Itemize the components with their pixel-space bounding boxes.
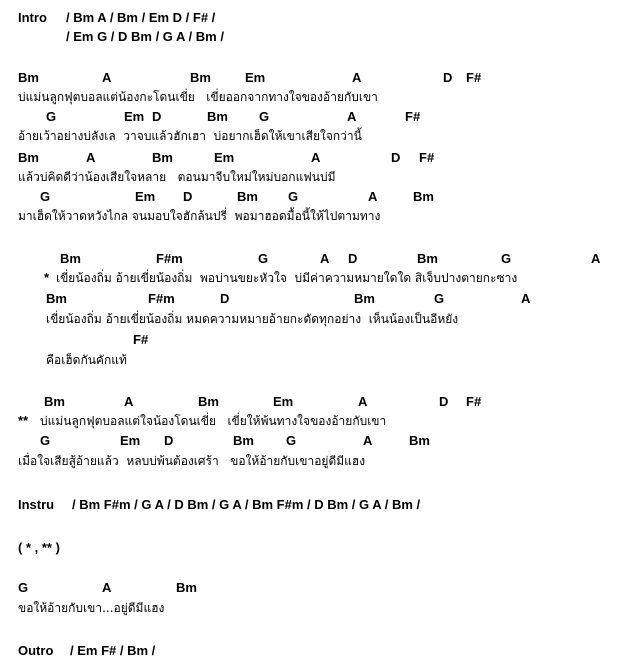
- chord: F#: [466, 70, 482, 85]
- chord: Bm: [354, 291, 375, 306]
- chord: A: [363, 433, 373, 448]
- instru-line: [0, 497, 620, 515]
- lyric: เมื่อใจเสียสู้อ้ายแล้ว หลบบ่พ้นต้องเศร้า ขอให้อ้ายกับเขาอยู่ดีมีแฮง: [18, 454, 366, 468]
- verse2-chord-line-2: [0, 433, 620, 451]
- chord: D: [348, 251, 358, 266]
- chord: G: [46, 109, 57, 124]
- intro-progression-2: / Em G / D Bm / G A / Bm /: [66, 29, 224, 44]
- chord: A: [86, 150, 96, 165]
- chord: Em: [135, 189, 156, 204]
- verse1-chord-line-3: [0, 150, 620, 168]
- lyric: มาเฮ็ดให้วาดหวังไกล จนมอบใจฮักล้นปรี่ พอมาฮอดมื้อนี้ให้ไปตามทาง: [18, 209, 381, 223]
- chord: A: [591, 251, 601, 266]
- intro-label: Intro: [18, 10, 47, 25]
- verse1-lyric-line-3: [0, 169, 620, 187]
- chord: Em: [124, 109, 145, 124]
- lyric: คือเฮ็ดกันคักแท้: [46, 353, 127, 367]
- lyric: แล้วบ่คิดดีว่าน้องเสียใจหลาย ตอนมาจีบใหม่ใหม่บอกแฟนบ่มี: [18, 170, 336, 184]
- chorus-marker: *: [44, 270, 50, 285]
- chord: A: [521, 291, 531, 306]
- lyric: บ่แม่นลูกฟุตบอลแต่ใจน้องโดนเขี่ย เขี่ยให้พ้นทางใจของอ้ายกับเขา: [40, 414, 387, 428]
- outro-label: Outro: [18, 643, 54, 658]
- chord: A: [311, 150, 321, 165]
- chord: F#m: [148, 291, 175, 306]
- chord: Bm: [18, 150, 39, 165]
- chord: Bm: [417, 251, 438, 266]
- repeat-instruction: ( * , ** ): [18, 540, 60, 555]
- ending-chord-line: [0, 580, 620, 598]
- chord: F#m: [156, 251, 183, 266]
- chorus-lyric-line-1: [0, 270, 620, 288]
- chord: D: [443, 70, 453, 85]
- intro-line-1: [0, 10, 620, 28]
- chord: A: [368, 189, 378, 204]
- chord: G: [288, 189, 299, 204]
- instru-label: Instru: [18, 497, 55, 512]
- verse2-lyric-line-2: [0, 453, 620, 471]
- lyric: เขี่ยน้องถิ่ม อ้ายเขี่ยน้องถิ่ม หมดความหมายอ้ายกะดัดทุกอย่าง เห็นน้องเป็นอีหยัง: [46, 312, 459, 326]
- chord: F#: [419, 150, 435, 165]
- verse1-chord-line-1: [0, 70, 620, 88]
- chord: G: [501, 251, 512, 266]
- verse1-lyric-line-4: [0, 208, 620, 226]
- verse1-chord-line-4: [0, 189, 620, 207]
- chord: A: [352, 70, 362, 85]
- chord: Bm: [233, 433, 254, 448]
- verse2-marker: **: [18, 413, 29, 428]
- chord: Bm: [207, 109, 228, 124]
- verse2-chord-line-1: [0, 394, 620, 412]
- chord: A: [102, 580, 112, 595]
- chord: Bm: [46, 291, 67, 306]
- lyric: ขอให้อ้ายกับเขา...อยู่ดีมีแฮง: [18, 601, 165, 615]
- chord: G: [40, 433, 51, 448]
- verse1-chord-line-2: [0, 109, 620, 127]
- chord: Bm: [44, 394, 65, 409]
- chord: F#: [466, 394, 482, 409]
- ending-lyric-line: [0, 600, 620, 618]
- chord: Bm: [413, 189, 434, 204]
- chord: Bm: [190, 70, 211, 85]
- chord: Bm: [18, 70, 39, 85]
- verse1-lyric-line-2: [0, 128, 620, 146]
- chord: F#: [133, 332, 149, 347]
- outro-progression: / Em F# / Bm /: [70, 643, 156, 658]
- chorus-chord-line-3: [0, 332, 620, 350]
- chord: Em: [245, 70, 266, 85]
- lyric: อ้ายเว้าอย่างบ่ลังเล วาจบแล้วฮักเฮา บ่อยากเฮ็ดให้เขาเสียใจกว่านี้: [18, 129, 362, 143]
- chord: D: [183, 189, 193, 204]
- chord: G: [259, 109, 270, 124]
- chord: A: [358, 394, 368, 409]
- chord: Em: [214, 150, 235, 165]
- intro-line-2: [0, 29, 620, 47]
- lyric: บ่แม่นลูกฟุตบอลแต่น้องกะโดนเขี่ย เขี่ยออกจากทางใจของอ้ายกับเขา: [18, 90, 378, 104]
- chord: G: [258, 251, 269, 266]
- chord: Bm: [409, 433, 430, 448]
- chord: A: [102, 70, 112, 85]
- repeat-line: [0, 540, 620, 558]
- chord: Bm: [176, 580, 197, 595]
- verse1-lyric-line-1: [0, 89, 620, 107]
- chord: Bm: [60, 251, 81, 266]
- chord: D: [152, 109, 162, 124]
- intro-progression-1: / Bm A / Bm / Em D / F# /: [66, 10, 216, 25]
- chord: G: [434, 291, 445, 306]
- chord: Em: [120, 433, 141, 448]
- chord: A: [320, 251, 330, 266]
- chorus-lyric-line-2: [0, 311, 620, 329]
- outro-line: [0, 643, 620, 661]
- chord: Em: [273, 394, 294, 409]
- chord: F#: [405, 109, 421, 124]
- chord: Bm: [198, 394, 219, 409]
- chord: A: [347, 109, 357, 124]
- chord: G: [286, 433, 297, 448]
- chorus-lyric-line-3: [0, 352, 620, 370]
- chord: Bm: [152, 150, 173, 165]
- chord: G: [40, 189, 51, 204]
- verse2-lyric-line-1: [0, 413, 620, 431]
- chord: A: [124, 394, 134, 409]
- instru-progression: / Bm F#m / G A / D Bm / G A / Bm F#m / D Bm / G A / Bm /: [72, 497, 421, 512]
- chord: D: [164, 433, 174, 448]
- lyric: เขี่ยน้องถิ่ม อ้ายเขี่ยน้องถิ่ม พอบ่านขยะหัวใจ บ่มีค่าความหมายใดใด สิเจ็บปางตายกะซาง: [56, 271, 518, 285]
- chord: D: [391, 150, 401, 165]
- chorus-chord-line-1: [0, 251, 620, 269]
- chord: Bm: [237, 189, 258, 204]
- chord: G: [18, 580, 29, 595]
- chord: D: [439, 394, 449, 409]
- chord: D: [220, 291, 230, 306]
- chorus-chord-line-2: [0, 291, 620, 309]
